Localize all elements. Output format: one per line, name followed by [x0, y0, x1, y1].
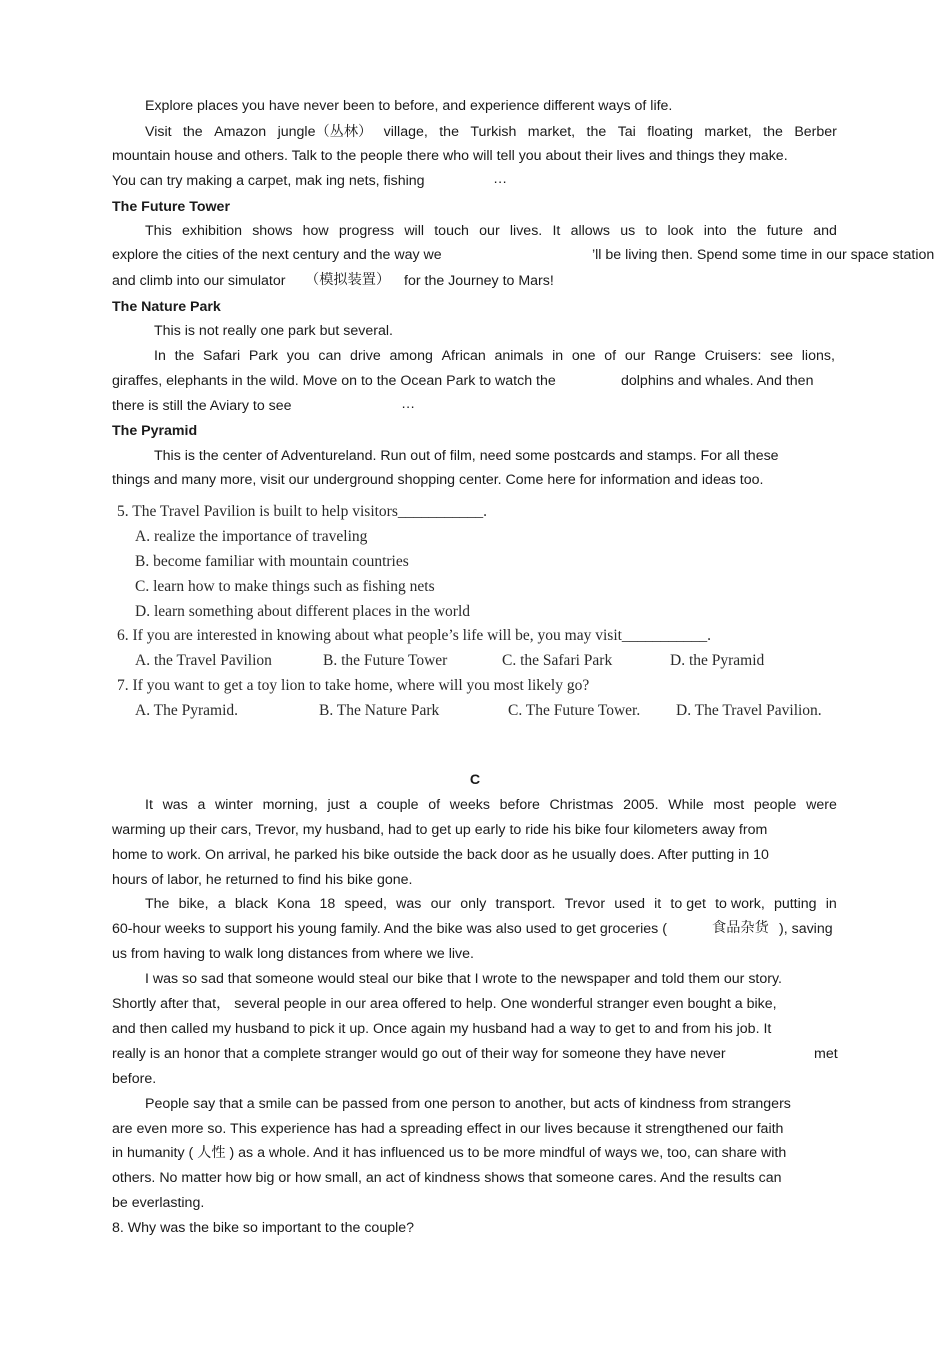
word: how — [302, 223, 329, 239]
question-6: 6. If you are interested in knowing about what people’s life will be, you may visit___________. — [117, 627, 712, 644]
question-7-option-c: C. The Future Tower. — [508, 702, 641, 719]
word: Tai — [617, 124, 636, 140]
word: touch — [434, 223, 469, 239]
question-5-option-c: C. learn how to make things such as fishing nets — [135, 578, 435, 595]
word: the — [174, 348, 195, 364]
pyramid-line-1: This is the center of Adventureland. Run out of film, need some postcards and stamps. For all these — [154, 448, 779, 464]
question-7-option-d: D. The Travel Pavilion. — [676, 702, 822, 719]
intro-line-4: You can try making a carpet, mak ing nets, fishing — [112, 173, 425, 189]
word: our — [479, 223, 500, 239]
word: market, — [704, 124, 752, 140]
future-tower-line-1 — [145, 222, 837, 240]
nature-park-line-3a: giraffes, elephants in the wild. Move on to the Ocean Park to watch the — [112, 373, 556, 389]
word: in — [825, 896, 837, 912]
word: see — [770, 348, 794, 364]
word: look — [667, 223, 694, 239]
future-tower-line-3a: and climb into our simulator — [112, 273, 286, 289]
intro-line-3: mountain house and others. Talk to the people there who will tell you about their lives and things they make. — [112, 148, 788, 164]
word: winter — [215, 797, 253, 813]
question-5-option-d: D. learn something about different places in the world — [135, 603, 471, 620]
section-c-p4-line-4: others. No matter how big or how small, an act of kindness shows that someone cares. And the results can — [112, 1170, 782, 1186]
word: While — [668, 797, 704, 813]
question-6-option-c: C. the Safari Park — [502, 652, 613, 669]
future-tower-line-2b: ’ll be living then. Spend some time in our space station — [592, 247, 935, 263]
section-c-p1-line-1 — [145, 796, 837, 814]
section-c-p3-line-1: I was so sad that someone would steal our bike that I wrote to the newspaper and told them our story. — [145, 971, 782, 987]
word: can — [318, 348, 342, 364]
question-6-option-d: D. the Pyramid — [670, 652, 765, 669]
intro-line-1: Explore places you have never been to before, and experience different ways of life. — [145, 98, 673, 114]
word: The — [145, 896, 170, 912]
word: exhibition — [182, 223, 242, 239]
future-tower-line-2a: explore the cities of the next century and the way we — [112, 247, 442, 263]
future-tower-line-3c: for the Journey to Mars! — [404, 273, 554, 289]
question-7: 7. If you want to get a toy lion to take home, where will you most likely go? — [117, 677, 590, 694]
word: market, — [527, 124, 576, 140]
word: the — [439, 124, 459, 140]
word: was — [162, 797, 188, 813]
word: the — [586, 124, 607, 140]
nature-park-heading: The Nature Park — [112, 299, 221, 315]
word: future — [766, 223, 804, 239]
word: Turkish — [470, 124, 517, 140]
word: Berber — [794, 124, 837, 140]
section-c-p3-line-4b: met — [814, 1046, 838, 1062]
word: transport. — [495, 896, 556, 912]
word: us — [620, 223, 636, 239]
word: in — [552, 348, 564, 364]
word: allows — [570, 223, 610, 239]
word: Trevor — [564, 896, 606, 912]
word: lives. — [509, 223, 543, 239]
word: morning, — [262, 797, 318, 813]
word: among — [389, 348, 433, 364]
word: floating — [647, 124, 693, 140]
word: will — [404, 223, 425, 239]
section-c-label: C — [469, 772, 481, 788]
section-c-p3-line-4a: really is an honor that a complete stranger would go out of their way for someone they have never — [112, 1046, 726, 1062]
word: most — [713, 797, 745, 813]
word: it — [654, 896, 662, 912]
word: a — [197, 797, 206, 813]
question-6-option-b: B. the Future Tower — [323, 652, 448, 669]
word: Safari — [203, 348, 241, 364]
section-c-p3-line-5: before. — [112, 1071, 157, 1087]
word: Range — [654, 348, 696, 364]
word: Christmas — [549, 797, 614, 813]
future-tower-line-3b: （模拟装置） — [305, 272, 391, 288]
word: used — [614, 896, 645, 912]
word: couple — [376, 797, 419, 813]
section-c-p1-line-2: warming up their cars, Trevor, my husband, had to get up early to ride his bike four kilometers away from — [112, 822, 768, 838]
word: our — [430, 896, 452, 912]
word: speed, — [344, 896, 387, 912]
section-c-p3-line-3: and then called my husband to pick it up. Once again my husband had a way to get to and from his job. It — [112, 1021, 772, 1037]
word: the — [736, 223, 757, 239]
future-tower-heading: The Future Tower — [112, 199, 230, 215]
pyramid-heading: The Pyramid — [112, 423, 198, 439]
section-c-p4-line-2: are even more so. This experience has had a spreading effect in our lives because it strengthened our faith — [112, 1121, 784, 1137]
word: into — [703, 223, 727, 239]
section-c-p2-line-2b: 食品杂货 — [712, 920, 769, 936]
word: In — [154, 348, 166, 364]
word: African — [441, 348, 486, 364]
question-7-option-b: B. The Nature Park — [319, 702, 440, 719]
word: were — [806, 797, 837, 813]
section-c-p2-line-2a: 60-hour weeks to support his young family. And the bike was also used to get groceries ( — [112, 921, 667, 937]
word: bike, — [178, 896, 209, 912]
question-5-option-b: B. become familiar with mountain countries — [135, 553, 409, 570]
word: the — [182, 124, 203, 140]
intro-ellipsis: … — [493, 171, 508, 187]
question-6-option-a: A. the Travel Pavilion — [135, 652, 272, 669]
nature-park-line-4a: there is still the Aviary to see — [112, 398, 292, 414]
nature-park-line-3b: dolphins and whales. And then — [621, 373, 814, 389]
word: animals — [494, 348, 544, 364]
word: Kona — [277, 896, 311, 912]
word: This — [145, 223, 172, 239]
word: putting — [773, 896, 817, 912]
word: one — [571, 348, 596, 364]
section-c-p1-line-3: home to work. On arrival, he parked his bike outside the back door as he usually does. After putting in 10 — [112, 847, 769, 863]
section-c-p4-line-3: in humanity ( 人性 ) as a whole. And it has influenced us to be more mindful of ways we, too, can share with — [112, 1145, 787, 1161]
section-c-p2-line-3: us from having to walk long distances from where we live. — [112, 946, 474, 962]
word: only — [460, 896, 487, 912]
word: 2005. — [623, 797, 659, 813]
question-7-option-a: A. The Pyramid. — [135, 702, 239, 719]
word: Visit — [145, 124, 172, 140]
word: a — [217, 896, 226, 912]
word: of — [604, 348, 617, 364]
word: to — [645, 223, 658, 239]
word: jungle（丛林） — [277, 124, 373, 140]
section-c-p2-line-2c: ), saving — [779, 921, 833, 937]
question-5: 5. The Travel Pavilion is built to help visitors___________. — [117, 503, 488, 520]
question-5-option-a: A. realize the importance of traveling — [135, 528, 368, 545]
word: to work, — [715, 896, 765, 912]
word: before — [499, 797, 540, 813]
word: people — [753, 797, 797, 813]
word: It — [145, 797, 153, 813]
word: 18 — [319, 896, 336, 912]
word: progress — [338, 223, 395, 239]
question-8: 8. Why was the bike so important to the couple? — [112, 1220, 415, 1236]
word: shows — [252, 223, 293, 239]
word: just — [327, 797, 350, 813]
word: drive — [349, 348, 381, 364]
word: the — [763, 124, 783, 140]
word: village, — [383, 124, 428, 140]
pyramid-line-2: things and many more, visit our underground shopping center. Come here for information and ideas too. — [112, 472, 764, 488]
word: It — [552, 223, 561, 239]
word: to get — [670, 896, 706, 912]
nature-park-line-1: This is not really one park but several. — [154, 323, 393, 339]
word: our — [624, 348, 646, 364]
section-c-p4-line-1: People say that a smile can be passed from one person to another, but acts of kindness from strangers — [145, 1096, 791, 1112]
word: of — [428, 797, 441, 813]
section-c-p1-line-4: hours of labor, he returned to find his bike gone. — [112, 872, 413, 888]
intro-line-2 — [145, 123, 837, 141]
nature-park-ellipsis: … — [401, 396, 416, 412]
word: a — [359, 797, 368, 813]
word: and — [813, 223, 837, 239]
word: black — [234, 896, 268, 912]
word: Park — [248, 348, 279, 364]
word: was — [396, 896, 422, 912]
word: lions, — [801, 348, 835, 364]
nature-park-line-2 — [154, 347, 835, 365]
section-c-p2-line-1 — [145, 895, 837, 913]
section-c-p3-line-2: Shortly after that， several people in our area offered to help. One wonderful stranger even bought a bike, — [112, 996, 777, 1012]
section-c-p4-line-5: be everlasting. — [112, 1195, 205, 1211]
word: weeks — [449, 797, 490, 813]
word: Amazon — [214, 124, 267, 140]
word: you — [286, 348, 310, 364]
word: Cruisers: — [704, 348, 762, 364]
